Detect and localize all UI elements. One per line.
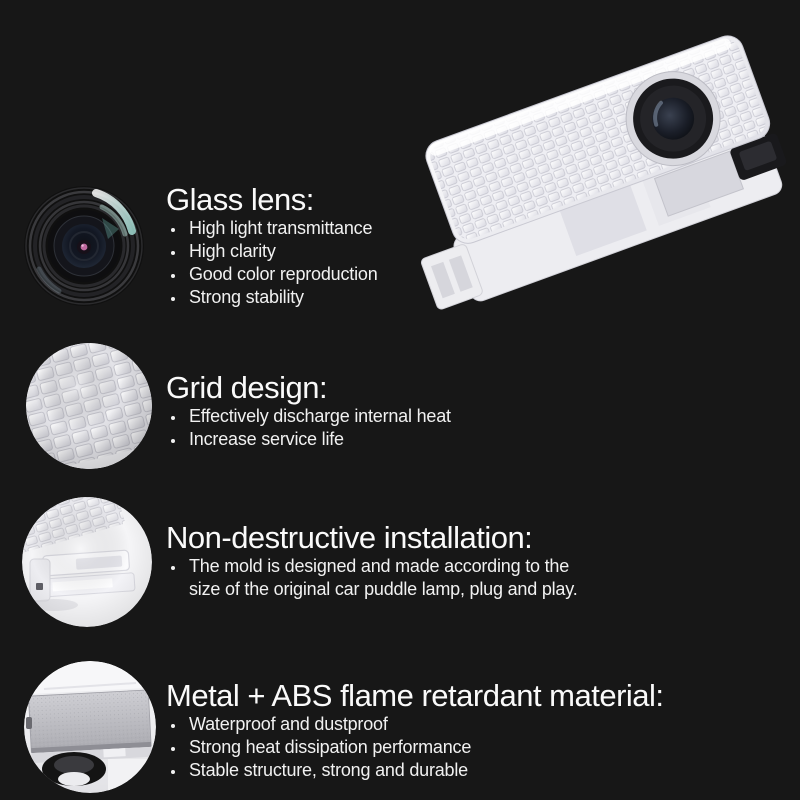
feature-bullet: • Good color reproduction [186, 263, 686, 286]
feature-glass-lens [166, 183, 686, 309]
feature-bullets [166, 713, 736, 782]
metal-housing-icon [24, 661, 156, 793]
feature-heading: Glass lens: [166, 182, 314, 217]
feature-non-destructive-installation [166, 521, 600, 601]
feature-grid-design [166, 371, 706, 451]
feature-heading: Non-destructive installation: [166, 520, 533, 555]
feature-bullets [166, 405, 706, 451]
feature-bullet: • High clarity [186, 240, 686, 263]
camera-lens-icon [24, 186, 144, 306]
clear-housing-icon [22, 497, 152, 627]
feature-heading: Grid design: [166, 370, 328, 405]
feature-metal-abs-material [166, 679, 736, 782]
feature-bullet: • Effectively discharge internal heat [186, 405, 706, 428]
clear-housing-photo [22, 497, 152, 627]
feature-bullet: • Stable structure, strong and durable [186, 759, 736, 782]
metal-housing-photo [24, 661, 156, 793]
feature-bullet: • The mold is designed and made according to the size of the original car puddle lamp, plug and play. [186, 555, 600, 601]
grid-texture-photo [26, 343, 152, 469]
feature-bullets [166, 217, 686, 309]
feature-bullet: • Increase service life [186, 428, 706, 451]
feature-bullet: • Waterproof and dustproof [186, 713, 736, 736]
feature-bullet: • Strong stability [186, 286, 686, 309]
feature-bullet: • High light transmittance [186, 217, 686, 240]
feature-bullet: • Strong heat dissipation performance [186, 736, 736, 759]
grid-texture-icon [26, 343, 152, 469]
feature-heading: Metal + ABS flame retardant material: [166, 678, 664, 713]
camera-lens-photo [24, 186, 144, 306]
feature-bullets [166, 555, 600, 601]
